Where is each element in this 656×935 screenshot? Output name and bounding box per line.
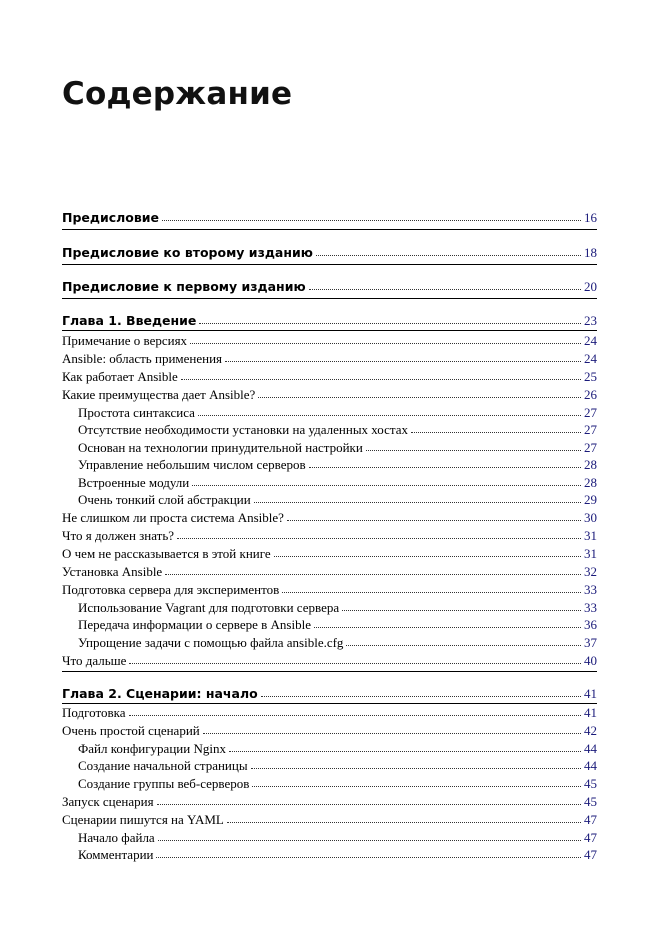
toc-entry-page: 30 — [584, 510, 597, 525]
dot-leader — [252, 785, 581, 787]
dot-leader — [287, 519, 581, 521]
dot-leader — [342, 609, 581, 611]
toc-entry-page: 47 — [584, 812, 597, 827]
toc-entry-page: 20 — [584, 279, 597, 294]
toc-entry-label: Подготовка — [62, 705, 126, 720]
toc-entry-label: Упрощение задачи с помощью файла ansible.cfg — [78, 635, 344, 650]
dot-leader — [162, 219, 581, 221]
toc-entry[interactable] — [62, 349, 597, 366]
toc-entry[interactable] — [62, 331, 597, 348]
dot-leader — [165, 573, 581, 575]
toc-subentry[interactable] — [78, 774, 597, 791]
toc-entry-label: Очень тонкий слой абстракции — [78, 492, 251, 507]
dot-leader — [198, 414, 581, 416]
toc-entry-label: Создание группы веб-серверов — [78, 776, 250, 791]
toc-entry[interactable] — [62, 508, 597, 525]
toc-entry-label: Управление небольшим числом серверов — [78, 457, 306, 472]
dot-leader — [177, 537, 581, 539]
toc-entry-label: Простота синтаксиса — [78, 405, 195, 420]
toc-entry[interactable] — [62, 526, 597, 543]
toc-entry-label: Что я должен знать? — [62, 528, 175, 543]
toc-subentry[interactable] — [78, 598, 597, 615]
dot-leader — [203, 732, 581, 734]
toc-entry[interactable] — [62, 810, 597, 827]
dot-leader — [411, 431, 581, 433]
toc-entry-page: 42 — [584, 723, 597, 738]
toc-entry-label: Создание начальной страницы — [78, 758, 248, 773]
toc-entry-page: 47 — [584, 830, 597, 845]
dot-leader — [157, 803, 581, 805]
toc-entry-label: Встроенные модули — [78, 475, 190, 490]
toc-entry-label: Отсутствие необходимости установки на удаленных хостах — [78, 422, 409, 437]
toc-entry-page: 27 — [584, 422, 597, 437]
toc-subentry[interactable] — [78, 490, 597, 507]
toc-subentry[interactable] — [78, 756, 597, 773]
dot-leader — [192, 484, 581, 486]
toc-entry-page: 25 — [584, 369, 597, 384]
dot-leader — [261, 695, 581, 697]
toc-subentry[interactable] — [78, 739, 597, 756]
toc-entry[interactable] — [62, 385, 597, 402]
toc-entry-page: 27 — [584, 440, 597, 455]
dot-leader — [346, 644, 581, 646]
toc-entry-page: 24 — [584, 333, 597, 348]
toc-entry-page: 31 — [584, 546, 597, 561]
toc-subentry[interactable] — [78, 615, 597, 632]
dot-leader — [274, 555, 581, 557]
toc-entry-label: Не слишком ли проста система Ansible? — [62, 510, 284, 525]
toc-subentry[interactable] — [78, 403, 597, 420]
toc-entry-page: 28 — [584, 475, 597, 490]
toc-entry-page: 33 — [584, 600, 597, 615]
toc-entry-page: 27 — [584, 405, 597, 420]
toc-entry-label: Какие преимущества дает Ansible? — [62, 387, 256, 402]
dot-leader — [190, 342, 581, 344]
divider — [62, 229, 597, 230]
dot-leader — [129, 662, 581, 664]
toc-entry-label: Запуск сценария — [62, 794, 154, 809]
dot-leader — [229, 750, 581, 752]
toc-entry[interactable] — [62, 580, 597, 597]
toc-entry-label: Сценарии пишутся на YAML — [62, 812, 224, 827]
toc-entry-label: Примечание о версиях — [62, 333, 188, 348]
toc-entry-label: Предисловие — [62, 210, 160, 225]
dot-leader — [199, 322, 581, 324]
dot-leader — [316, 254, 581, 256]
toc-entry-label: Глава 1. Введение — [62, 313, 197, 328]
dot-leader — [181, 378, 581, 380]
toc-entry-label: Передача информации о сервере в Ansible — [78, 617, 311, 632]
table-of-contents — [62, 0, 597, 935]
dot-leader — [258, 396, 581, 398]
toc-entry-label: Основан на технологии принудительной настройки — [78, 440, 363, 455]
toc-entry-page: 26 — [584, 387, 597, 402]
toc-entry-page: 47 — [584, 847, 597, 862]
dot-leader — [156, 856, 581, 858]
toc-entry-page: 44 — [584, 758, 597, 773]
dot-leader — [129, 714, 581, 716]
toc-subentry[interactable] — [78, 455, 597, 472]
toc-entry-page: 45 — [584, 776, 597, 791]
toc-entry-label: Ansible: область применения — [62, 351, 223, 366]
toc-entry[interactable] — [62, 651, 597, 668]
dot-leader — [251, 767, 581, 769]
toc-entry-page: 41 — [584, 686, 597, 701]
toc-entry-label: Установка Ansible — [62, 564, 163, 579]
divider — [62, 298, 597, 299]
toc-entry-label: Очень простой сценарий — [62, 723, 200, 738]
toc-entry[interactable] — [62, 562, 597, 579]
toc-entry-page: 24 — [584, 351, 597, 366]
divider — [62, 264, 597, 265]
toc-subentry[interactable] — [78, 828, 597, 845]
toc-entry-page: 41 — [584, 705, 597, 720]
toc-entry-page: 18 — [584, 245, 597, 260]
dot-leader — [282, 591, 581, 593]
toc-subentry[interactable] — [78, 420, 597, 437]
toc-entry-label: О чем не рассказывается в этой книге — [62, 546, 271, 561]
toc-entry-page: 45 — [584, 794, 597, 809]
toc-entry-label: Комментарии — [78, 847, 154, 862]
dot-leader — [254, 501, 581, 503]
toc-subentry[interactable] — [78, 438, 597, 455]
toc-entry-label: Глава 2. Сценарии: начало — [62, 686, 258, 701]
toc-entry-preface-second-edition[interactable] — [62, 243, 597, 260]
toc-entry-label: Использование Vagrant для подготовки сервера — [78, 600, 340, 615]
toc-entry-label: Подготовка сервера для экспериментов — [62, 582, 280, 597]
toc-entry-label: Предисловие ко второму изданию — [62, 245, 313, 260]
toc-entry-label: Файл конфигурации Nginx — [78, 741, 226, 756]
toc-entry-page: 32 — [584, 564, 597, 579]
dot-leader — [309, 466, 581, 468]
dot-leader — [314, 626, 581, 628]
toc-entry-page: 36 — [584, 617, 597, 632]
dot-leader — [158, 839, 581, 841]
toc-entry-chapter-1[interactable] — [62, 311, 597, 328]
toc-entry-page: 40 — [584, 653, 597, 668]
toc-entry-page: 29 — [584, 492, 597, 507]
toc-entry-page: 28 — [584, 457, 597, 472]
toc-subentry[interactable] — [78, 845, 597, 862]
toc-entry-page: 33 — [584, 582, 597, 597]
toc-entry[interactable] — [62, 792, 597, 809]
dot-leader — [225, 360, 581, 362]
toc-entry[interactable] — [62, 703, 597, 720]
toc-subentry[interactable] — [78, 473, 597, 490]
toc-entry-page: 44 — [584, 741, 597, 756]
dot-leader — [309, 288, 581, 290]
toc-entry-label: Что дальше — [62, 653, 127, 668]
toc-entry-chapter-2[interactable] — [62, 684, 597, 701]
toc-entry-preface-first-edition[interactable] — [62, 277, 597, 294]
divider — [62, 671, 597, 672]
dot-leader — [227, 821, 581, 823]
toc-entry[interactable] — [62, 544, 597, 561]
toc-entry-label: Начало файла — [78, 830, 155, 845]
toc-entry-page: 37 — [584, 635, 597, 650]
toc-entry-preface[interactable] — [62, 208, 597, 225]
toc-entry-label: Предисловие к первому изданию — [62, 279, 306, 294]
toc-entry-page: 23 — [584, 313, 597, 328]
toc-entry[interactable] — [62, 367, 597, 384]
page-title: Содержание — [62, 76, 293, 112]
toc-entry-label: Как работает Ansible — [62, 369, 178, 384]
toc-entry[interactable] — [62, 721, 597, 738]
toc-subentry[interactable] — [78, 633, 597, 650]
toc-entry-page: 16 — [584, 210, 597, 225]
dot-leader — [366, 449, 581, 451]
toc-entry-page: 31 — [584, 528, 597, 543]
